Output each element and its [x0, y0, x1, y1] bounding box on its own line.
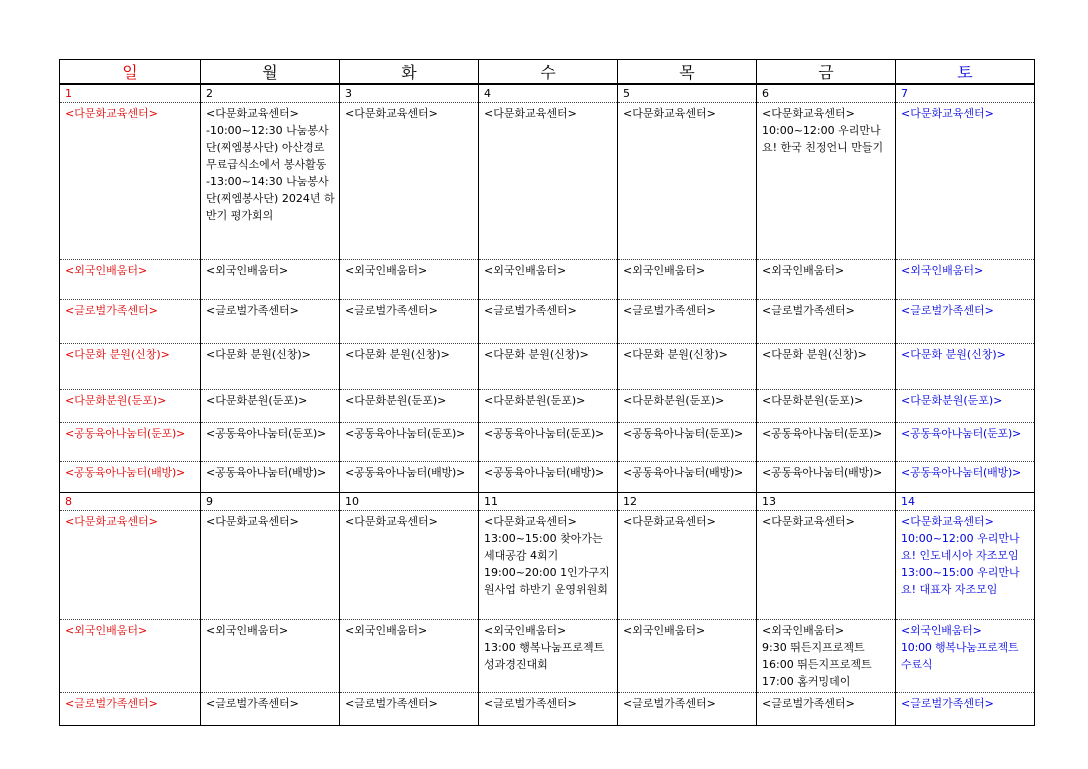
date-number: 10: [340, 493, 479, 511]
schedule-cell: <공동육아나눔터(둔포)>: [757, 423, 896, 462]
schedule-cell: <다문화분원(둔포)>: [201, 390, 340, 423]
monthly-calendar: [59, 59, 1035, 726]
date-number: 1: [60, 84, 201, 103]
schedule-cell: <다문화교육센터> -10:00~12:30 나눔봉사단(찌엠봉사단) 아산경로 무료급식소에서 봉사활동 -13:00~14:30 나눔봉사단(찌엠봉사단) 2024년 하반기 평가회의: [201, 103, 340, 260]
schedule-cell: <다문화교육센터> 10:00~12:00 우리만나요! 인도네시아 자조모임 13:00~15:00 우리만나요! 대표자 자조모임: [896, 511, 1035, 620]
schedule-cell: <공동육아나눔터(둔포)>: [340, 423, 479, 462]
schedule-cell: <글로벌가족센터>: [896, 693, 1035, 726]
schedule-row: [60, 620, 1035, 693]
schedule-cell: <글로벌가족센터>: [479, 693, 618, 726]
date-number: 8: [60, 493, 201, 511]
schedule-cell: <공동육아나눔터(배방)>: [757, 462, 896, 493]
schedule-cell: <다문화교육센터>: [896, 103, 1035, 260]
date-number: 7: [896, 84, 1035, 103]
schedule-cell: <다문화교육센터>: [618, 103, 757, 260]
schedule-cell: <다문화교육센터>: [340, 103, 479, 260]
schedule-cell: <외국인배움터>: [340, 260, 479, 300]
date-number: 14: [896, 493, 1035, 511]
schedule-cell: <외국인배움터>: [896, 260, 1035, 300]
date-number: 13: [757, 493, 896, 511]
date-number: 12: [618, 493, 757, 511]
date-number: 2: [201, 84, 340, 103]
schedule-cell: <글로벌가족센터>: [618, 693, 757, 726]
schedule-cell: <공동육아나눔터(배방)>: [201, 462, 340, 493]
header-monday: 월: [201, 60, 340, 85]
schedule-cell: <다문화교육센터>: [60, 511, 201, 620]
schedule-cell: <공동육아나눔터(배방)>: [896, 462, 1035, 493]
schedule-cell: <다문화교육센터>: [479, 103, 618, 260]
date-number: 6: [757, 84, 896, 103]
schedule-cell: <공동육아나눔터(배방)>: [479, 462, 618, 493]
schedule-row: [60, 260, 1035, 300]
schedule-cell: <다문화 분원(신창)>: [201, 344, 340, 390]
header-sunday: 일: [60, 60, 201, 85]
schedule-row: [60, 300, 1035, 344]
schedule-cell: <다문화분원(둔포)>: [479, 390, 618, 423]
schedule-cell: <다문화 분원(신창)>: [757, 344, 896, 390]
schedule-cell: <다문화분원(둔포)>: [757, 390, 896, 423]
schedule-cell: <다문화교육센터>: [60, 103, 201, 260]
header-friday: 금: [757, 60, 896, 85]
schedule-cell: <외국인배움터>: [60, 620, 201, 693]
schedule-cell: <다문화분원(둔포)>: [60, 390, 201, 423]
schedule-cell: <다문화 분원(신창)>: [479, 344, 618, 390]
schedule-cell: <외국인배움터> 13:00 행복나눔프로젝트 성과경진대회: [479, 620, 618, 693]
schedule-cell: <외국인배움터>: [618, 260, 757, 300]
schedule-cell: <다문화 분원(신창)>: [340, 344, 479, 390]
schedule-cell: <공동육아나눔터(배방)>: [618, 462, 757, 493]
header-saturday: 토: [896, 60, 1035, 85]
schedule-cell: <다문화분원(둔포)>: [618, 390, 757, 423]
schedule-cell: <다문화교육센터>: [618, 511, 757, 620]
schedule-cell: <외국인배움터>: [757, 260, 896, 300]
schedule-cell: <글로벌가족센터>: [896, 300, 1035, 344]
schedule-row: [60, 390, 1035, 423]
schedule-cell: <공동육아나눔터(둔포)>: [60, 423, 201, 462]
schedule-cell: <외국인배움터>: [201, 620, 340, 693]
schedule-row: [60, 423, 1035, 462]
schedule-cell: <다문화 분원(신창)>: [618, 344, 757, 390]
schedule-cell: <다문화교육센터>: [340, 511, 479, 620]
schedule-cell: <글로벌가족센터>: [757, 300, 896, 344]
schedule-cell: <공동육아나눔터(둔포)>: [201, 423, 340, 462]
schedule-cell: <글로벌가족센터>: [60, 300, 201, 344]
schedule-cell: <공동육아나눔터(배방)>: [60, 462, 201, 493]
date-number: 5: [618, 84, 757, 103]
schedule-cell: <외국인배움터> 9:30 뛰든지프로젝트 16:00 뛰든지프로젝트 17:00 홈커밍데이: [757, 620, 896, 693]
date-number: 9: [201, 493, 340, 511]
schedule-row: [60, 344, 1035, 390]
calendar-body: [60, 84, 1035, 726]
schedule-cell: <글로벌가족센터>: [60, 693, 201, 726]
schedule-cell: <공동육아나눔터(배방)>: [340, 462, 479, 493]
schedule-row: [60, 462, 1035, 493]
schedule-cell: <외국인배움터>: [340, 620, 479, 693]
schedule-cell: <공동육아나눔터(둔포)>: [896, 423, 1035, 462]
schedule-cell: <글로벌가족센터>: [340, 693, 479, 726]
schedule-cell: <글로벌가족센터>: [757, 693, 896, 726]
schedule-cell: <글로벌가족센터>: [618, 300, 757, 344]
date-number: 11: [479, 493, 618, 511]
schedule-row: [60, 511, 1035, 620]
schedule-row: [60, 693, 1035, 726]
schedule-cell: <공동육아나눔터(둔포)>: [618, 423, 757, 462]
schedule-cell: <글로벌가족센터>: [340, 300, 479, 344]
date-row: [60, 493, 1035, 511]
schedule-cell: <다문화 분원(신창)>: [60, 344, 201, 390]
schedule-cell: <외국인배움터>: [618, 620, 757, 693]
header-wednesday: 수: [479, 60, 618, 85]
schedule-cell: <다문화 분원(신창)>: [896, 344, 1035, 390]
schedule-row: [60, 103, 1035, 260]
header-tuesday: 화: [340, 60, 479, 85]
schedule-cell: <외국인배움터>: [60, 260, 201, 300]
date-row: [60, 84, 1035, 103]
date-number: 4: [479, 84, 618, 103]
schedule-cell: <외국인배움터> 10:00 행복나눔프로젝트 수료식: [896, 620, 1035, 693]
schedule-cell: <다문화분원(둔포)>: [340, 390, 479, 423]
schedule-cell: <다문화교육센터> 10:00~12:00 우리만나요! 한국 친정언니 만들기: [757, 103, 896, 260]
schedule-cell: <다문화교육센터> 13:00~15:00 찾아가는 세대공감 4회기 19:00~20:00 1인가구지원사업 하반기 운영위원회: [479, 511, 618, 620]
schedule-cell: <글로벌가족센터>: [479, 300, 618, 344]
schedule-cell: <글로벌가족센터>: [201, 300, 340, 344]
schedule-cell: <외국인배움터>: [479, 260, 618, 300]
schedule-cell: <다문화교육센터>: [201, 511, 340, 620]
schedule-cell: <글로벌가족센터>: [201, 693, 340, 726]
header-thursday: 목: [618, 60, 757, 85]
weekday-header-row: [60, 60, 1035, 85]
date-number: 3: [340, 84, 479, 103]
schedule-cell: <다문화교육센터>: [757, 511, 896, 620]
schedule-cell: <외국인배움터>: [201, 260, 340, 300]
schedule-cell: <공동육아나눔터(둔포)>: [479, 423, 618, 462]
schedule-cell: <다문화분원(둔포)>: [896, 390, 1035, 423]
